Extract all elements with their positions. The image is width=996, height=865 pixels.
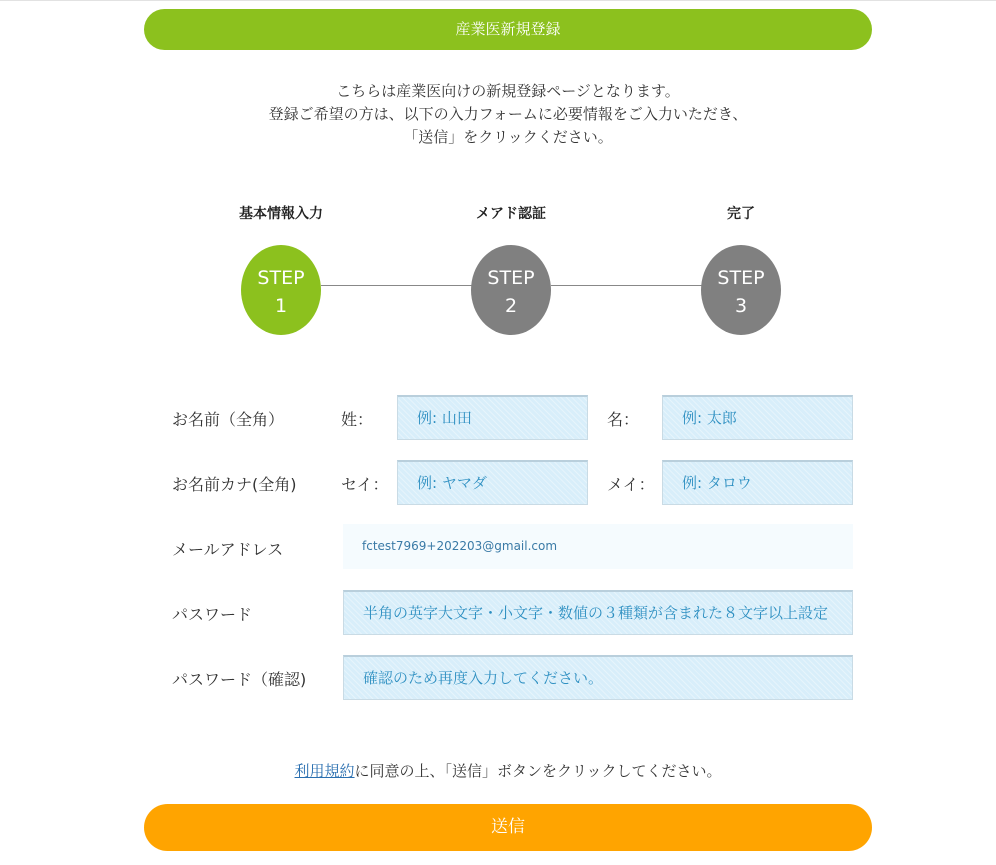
first-kana-input[interactable]	[662, 460, 853, 505]
page-title: 産業医新規登録	[455, 20, 561, 38]
password-confirm-label: パスワード（確認)	[172, 670, 307, 689]
intro-line-1: こちらは産業医向けの新規登録ページとなります。	[336, 82, 680, 100]
password-confirm-input[interactable]	[343, 655, 853, 700]
first-kana-label: メイ：	[607, 475, 655, 494]
password-input[interactable]	[343, 590, 853, 635]
step-3-text: STEP	[717, 267, 765, 289]
terms-link[interactable]: 利用規約	[294, 762, 355, 780]
step-3-number: 3	[734, 295, 748, 317]
step-3-circle	[701, 245, 781, 335]
step-2-number: 2	[504, 295, 518, 317]
name-kana-label: お名前カナ(全角)	[172, 475, 297, 494]
submit-button-label: 送信	[491, 817, 525, 837]
step-1-text: STEP	[257, 267, 305, 289]
password-placeholder: 半角の英字大文字・小文字・数値の３種類が含まれた８文字以上設定	[363, 604, 829, 622]
step-3-label: 完了	[727, 206, 755, 222]
step-2-text: STEP	[487, 267, 535, 289]
email-label: メールアドレス	[172, 540, 284, 559]
step-connector-1-2	[321, 285, 472, 286]
password-label: パスワード	[172, 605, 253, 624]
step-1-label: 基本情報入力	[239, 206, 323, 222]
step-connector-2-3	[551, 285, 702, 286]
first-name-label: 名：	[607, 410, 640, 429]
first-name-input[interactable]	[662, 395, 853, 440]
step-2-label: メアド認証	[476, 206, 546, 222]
agreement-message: に同意の上、「送信」ボタンをクリックしてください。	[354, 762, 722, 780]
intro-line-2: 登録ご希望の方は、以下の入力フォームに必要情報をご入力いただき、	[268, 105, 748, 123]
last-name-label: 姓：	[341, 410, 374, 429]
step-2-circle	[471, 245, 551, 335]
name-label: お名前（全角）	[172, 410, 285, 429]
email-input[interactable]	[343, 524, 853, 569]
last-kana-placeholder: 例: ヤマダ	[417, 474, 487, 492]
agreement-text	[144, 760, 872, 781]
step-progress	[0, 0, 996, 360]
last-kana-input[interactable]	[397, 460, 588, 505]
password-confirm-placeholder: 確認のため再度入力してください。	[363, 669, 604, 687]
step-1-number: 1	[274, 295, 288, 317]
first-name-placeholder: 例: 太郎	[682, 409, 737, 427]
step-1-circle	[241, 245, 321, 335]
intro-line-3: 「送信」をクリックください。	[403, 128, 613, 146]
last-name-input[interactable]	[397, 395, 588, 440]
email-value: fctest7969+202203@gmail.com	[362, 539, 558, 553]
submit-button[interactable]	[144, 804, 872, 851]
last-name-placeholder: 例: 山田	[417, 409, 472, 427]
first-kana-placeholder: 例: タロウ	[682, 474, 752, 492]
last-kana-label: セイ：	[341, 475, 389, 494]
